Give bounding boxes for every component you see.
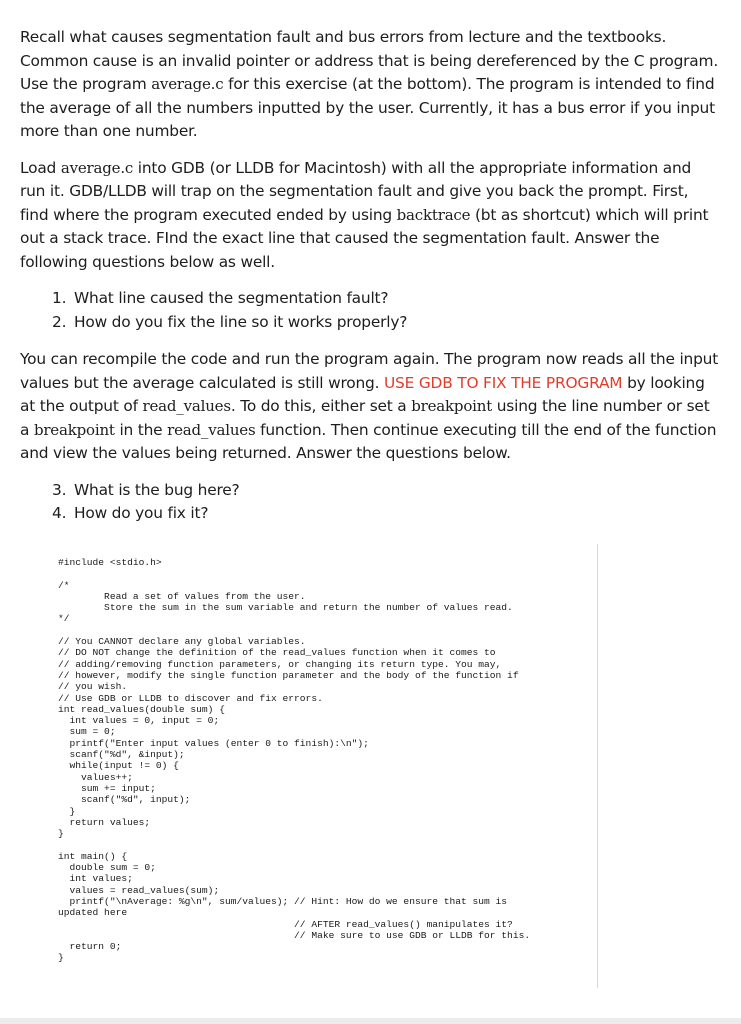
code-line: sum = 0; [58,726,116,738]
inline-code-read-values-2: read_values [167,420,256,439]
gdb-paragraph [20,157,720,275]
code-line: printf("Enter input values (enter 0 to finish):\n"); [58,737,369,749]
code-line: double sum = 0; [58,862,156,874]
questions-list-1 [20,287,720,334]
code-line: /* [58,579,70,591]
code-line: updated here [58,907,128,919]
question-4: 4. How do you fix it? [71,502,720,526]
code-line: */ [58,613,70,625]
code-line: } [58,805,76,817]
code-line: int values = 0, input = 0; [58,715,220,727]
recompile-paragraph [20,348,720,466]
code-line: // DO NOT change the definition of the read_values function when it comes to [58,647,496,659]
code-line: // Use GDB or LLDB to discover and fix errors. [58,692,323,704]
code-line: Store the sum in the sum variable and return the number of values read. [58,602,513,614]
emphasis-red-text: USE GDB TO FIX THE PROGRAM [383,373,623,392]
code-line: printf("\nAverage: %g\n", sum/values); // Hint: How do we ensure that sum is [58,895,508,907]
gdb-text-3: (bt as shortcut) which will print out a stack trace. FInd the exact line that caused the segmentation fault. Answer the following questions below as well. [20,205,709,271]
code-line: int values; [58,873,133,885]
code-line: // however, modify the single function parameter and the body of the function if [58,669,519,681]
recompile-text-4: using the line number or set a [20,397,710,439]
intro-paragraph [20,26,720,144]
code-divider [597,544,598,988]
question-3: 3. What is the bug here? [71,479,720,503]
code-line: return values; [58,816,151,828]
code-line [58,625,588,636]
code-line: int read_values(double sum) { [58,703,225,715]
gdb-text-2: into GDB (or LLDB for Macintosh) with all the appropriate information and run it. GDB/LLDB will trap on the segmentation fault and give you back the prompt. First, find where the program executed ended by using [20,158,692,224]
code-listing [58,557,588,964]
code-line: } [58,952,64,964]
code-line: int main() { [58,850,128,862]
inline-code-backtrace: backtrace [396,205,471,224]
code-line: values = read_values(sum); [58,884,220,896]
code-line: return 0; [58,941,122,953]
recompile-text-5: in the [114,420,168,439]
question-1: 1. What line caused the segmentation fault? [71,287,720,311]
inline-code-average: average.c [151,75,224,93]
recompile-text-6: function. Then continue executing till the end of the function and view the values being returned. Answer the questions below. [20,420,717,462]
code-line: // AFTER read_values() manipulates it? [58,918,513,930]
instructions [20,26,720,540]
code-line: // adding/removing function parameters, or changing its return type. You may, [58,658,502,670]
code-line: #include <stdio.h> [58,557,162,568]
code-line: scanf("%d", input); [58,794,191,806]
inline-code-breakpoint-2: breakpoint [33,420,115,439]
code-line: sum += input; [58,782,156,794]
recompile-text-1: You can recompile the code and run the program again. The program now reads all the input values but the average calculated is still wrong. [20,350,719,392]
gdb-text-1: Load [20,158,61,177]
code-line: Read a set of values from the user. [58,590,306,602]
code-line: values++; [58,771,133,783]
code-line: } [58,828,64,840]
inline-code-breakpoint: breakpoint [411,397,493,415]
code-line [58,839,588,850]
questions-list-2 [20,479,720,526]
code-line: // you wish. [58,681,128,693]
inline-code-average-2: average.c [60,158,134,177]
inline-code-read-values: read_values [142,397,231,415]
question-2: 2. How do you fix the line so it works properly? [71,311,720,335]
page-bottom-bar [0,1018,741,1024]
code-line: // Make sure to use GDB or LLDB for this. [58,929,531,941]
code-line: scanf("%d", &input); [58,749,185,761]
code-line: // You CANNOT declare any global variables. [58,636,306,648]
recompile-text-3: . To do this, either set a [230,397,412,415]
intro-text: Recall what causes segmentation fault and bus errors from lecture and the textbooks. Common cause is an invalid pointer or address that is being dereferenced by the C program. Use the program [20,28,719,93]
recompile-text-2: by looking at the output of [20,373,705,415]
intro-text-2: for this exercise (at the bottom). The program is intended to find the average of all the numbers inputted by the user. Currently, it has a bus error if you input more than one number. [20,75,715,140]
code-line [58,568,588,579]
code-line: while(input != 0) { [58,760,179,772]
